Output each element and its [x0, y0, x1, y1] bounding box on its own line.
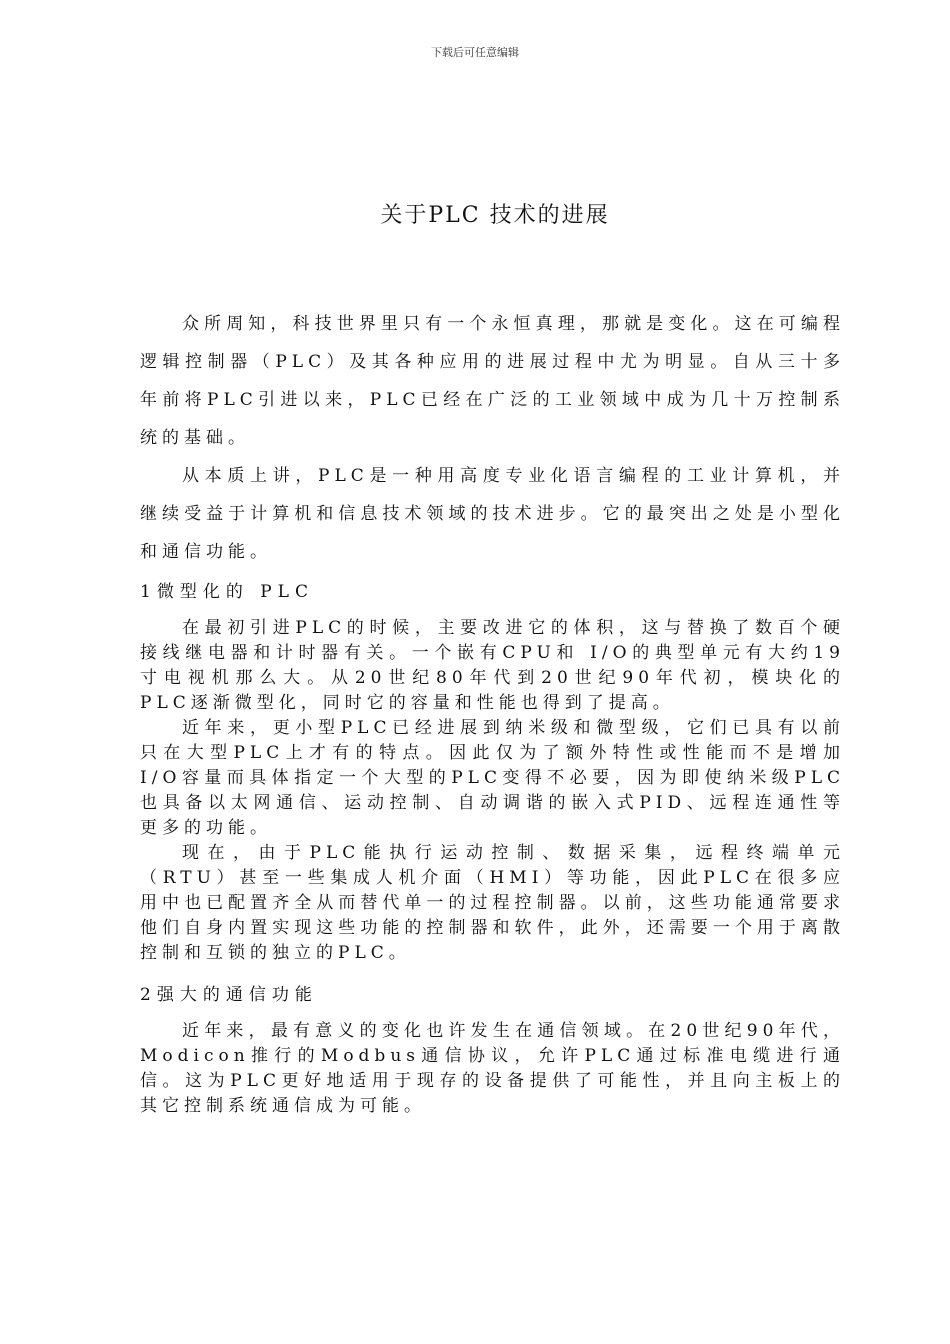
section-paragraph: 现在，由于PLC能执行运动控制、数据采集，远程终端单元（RTU）甚至一些集成人机介面（HMI）等功能，因此PLC在很多应用中也已配置齐全从而替代单一的过程控制器。以前，这些功能通常要求他们自身内置实现这些功能的控制器和软件，此外，还需要一个用于离散控制和互锁的独立的PLC。 [140, 843, 845, 963]
section-paragraph: 近年来，更小型PLC已经进展到纳米级和微型级，它们已具有以前只在大型PLC上才有的特点。因此仅为了额外特性或性能而不是增加I/O容量而具体指定一个大型的PLC变得不必要，因为即使纳米级PLC也具备以太网通信、运动控制、自动调谐的嵌入式PID、远程连通性等更多的功能。 [140, 718, 845, 838]
document-body [140, 305, 845, 1119]
section-heading: 2强大的通信功能 [140, 985, 318, 1005]
page-header: 下载后可任意编辑 [431, 46, 519, 59]
section-paragraph: 在最初引进PLC的时候，主要改进它的体积，这与替换了数百个硬接线继电器和计时器有关。一个嵌有CPU和 I/O的典型单元有大约19寸电视机那么大。从20世纪80年代到20世纪90年代初，模块化的PLC逐渐微型化，同时它的容量和性能也得到了提高。 [140, 618, 845, 713]
section-heading: 1微型化的 PLC [140, 582, 314, 602]
section-paragraph: 近年来，最有意义的变化也许发生在通信领域。在20世纪90年代，Modicon推行的Modbus通信协议，允许PLC通过标准电缆进行通信。这为PLC更好地适用于现存的设备提供了可能性，并且向主板上的其它控制系统通信成为可能。 [140, 1021, 845, 1116]
document-title: 关于PLC 技术的进展 [380, 203, 610, 228]
intro-paragraph: 从本质上讲，PLC是一种用高度专业化语言编程的工业计算机，并继续受益于计算机和信息技术领域的技术进步。它的最突出之处是小型化和通信功能。 [140, 466, 845, 562]
intro-paragraph: 众所周知，科技世界里只有一个永恒真理，那就是变化。这在可编程逻辑控制器（PLC）及其各种应用的进展过程中尤为明显。自从三十多年前将PLC引进以来，PLC已经在广泛的工业领域中成为几十万控制系统的基础。 [140, 314, 845, 448]
